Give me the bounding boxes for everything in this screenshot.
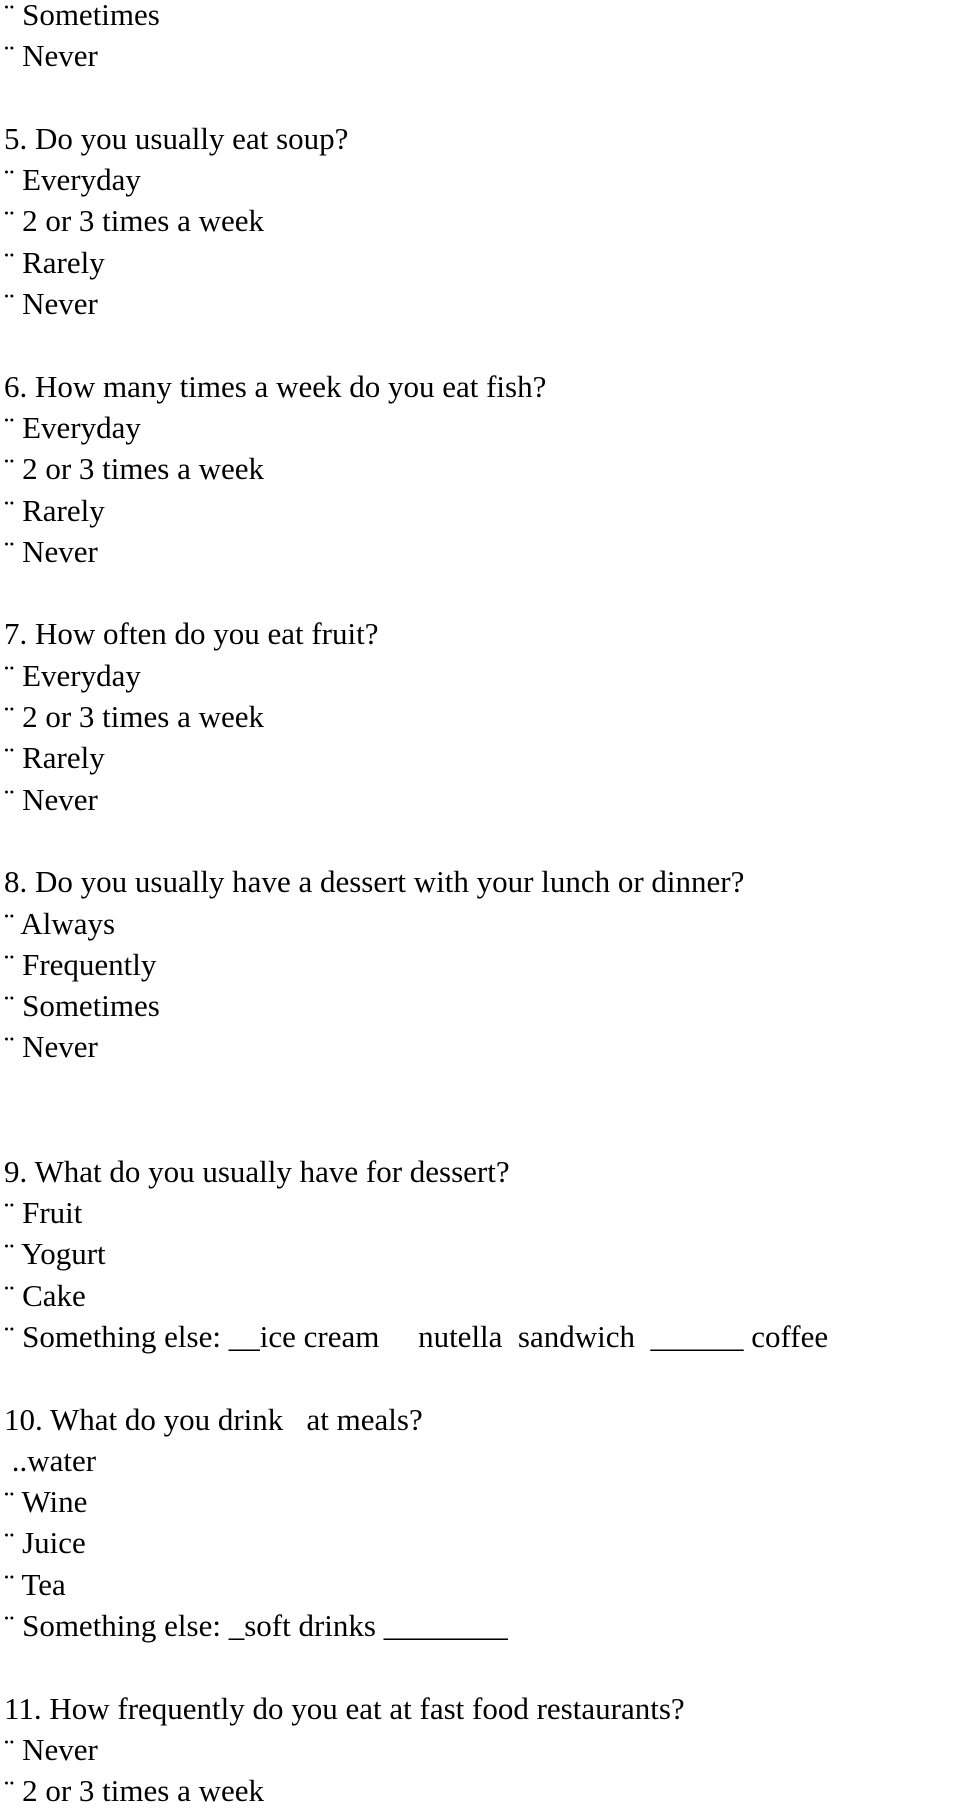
question-8: 8. Do you usually have a dessert with your lunch or dinner?	[4, 864, 745, 900]
spacer	[4, 324, 956, 365]
spacer	[4, 77, 956, 118]
checkbox-icon[interactable]: ¨	[4, 905, 15, 941]
question-7: 7. How often do you eat fruit?	[4, 616, 379, 652]
option-frequently[interactable]: ¨ Frequently	[4, 946, 157, 982]
checkbox-icon[interactable]: ¨	[4, 0, 15, 32]
option-tea[interactable]: ¨ Tea	[4, 1566, 66, 1602]
checkbox-icon[interactable]: ¨	[4, 1731, 15, 1767]
option-fruit[interactable]: ¨ Fruit	[4, 1195, 83, 1231]
option-2-or-3-times[interactable]: ¨ 2 or 3 times a week	[4, 1773, 264, 1809]
question-5: 5. Do you usually eat soup?	[4, 120, 349, 156]
checkbox-icon[interactable]: ¨	[4, 1029, 15, 1065]
option-2-or-3-times[interactable]: ¨ 2 or 3 times a week	[4, 699, 264, 735]
option-everyday[interactable]: ¨ Everyday	[4, 162, 141, 198]
answer-water: ..water	[4, 1442, 97, 1478]
question-9: 9. What do you usually have for dessert?	[4, 1153, 510, 1189]
option-rarely[interactable]: ¨ Rarely	[4, 492, 105, 528]
option-something-else[interactable]	[4, 1316, 956, 1357]
checkbox-icon[interactable]: ¨	[4, 1277, 15, 1313]
question-10: 10. What do you drink at meals?	[4, 1401, 423, 1437]
option-never[interactable]: ¨ Never	[4, 38, 98, 74]
option-everyday[interactable]: ¨ Everyday	[4, 409, 141, 445]
checkbox-icon[interactable]: ¨	[4, 1318, 15, 1354]
checkbox-icon[interactable]: ¨	[4, 1525, 15, 1561]
option-2-or-3-times[interactable]: ¨ 2 or 3 times a week	[4, 203, 264, 239]
question-6: 6. How many times a week do you eat fish?	[4, 368, 547, 404]
checkbox-icon[interactable]: ¨	[4, 740, 15, 776]
option-2-or-3-times[interactable]: ¨ 2 or 3 times a week	[4, 451, 264, 487]
spacer	[4, 820, 956, 861]
checkbox-icon[interactable]: ¨	[4, 946, 15, 982]
checkbox-icon[interactable]: ¨	[4, 533, 15, 569]
option-never[interactable]: ¨ Never	[4, 286, 98, 322]
questionnaire-page	[4, 0, 956, 1811]
option-wine[interactable]: ¨ Wine	[4, 1484, 88, 1520]
checkbox-icon[interactable]: ¨	[4, 1607, 15, 1643]
option-sometimes[interactable]: ¨ Sometimes	[4, 988, 160, 1024]
checkbox-icon[interactable]: ¨	[4, 657, 15, 693]
option-something-else[interactable]	[4, 1605, 956, 1646]
something-else-answer: Something else: _soft drinks ________	[22, 1607, 508, 1643]
checkbox-icon[interactable]: ¨	[4, 409, 15, 445]
something-else-answer: Something else: __ice cream nutella sandwich ______ coffee	[22, 1318, 829, 1354]
question-11: 11. How frequently do you eat at fast food restaurants?	[4, 1690, 685, 1726]
option-sometimes[interactable]: ¨ Sometimes	[4, 0, 956, 35]
option-never[interactable]: ¨ Never	[4, 533, 98, 569]
checkbox-icon[interactable]: ¨	[4, 699, 15, 735]
checkbox-icon[interactable]: ¨	[4, 781, 15, 817]
spacer	[4, 1646, 956, 1687]
option-never[interactable]: ¨ Never	[4, 1731, 98, 1767]
option-always[interactable]: ¨ Always	[4, 905, 116, 941]
spacer	[4, 1068, 956, 1151]
checkbox-icon[interactable]: ¨	[4, 451, 15, 487]
option-never[interactable]: ¨ Never	[4, 781, 98, 817]
option-never[interactable]: ¨ Never	[4, 1029, 98, 1065]
spacer	[4, 1357, 956, 1398]
checkbox-icon[interactable]: ¨	[4, 244, 15, 280]
checkbox-icon[interactable]: ¨	[4, 1484, 15, 1520]
option-rarely[interactable]: ¨ Rarely	[4, 740, 105, 776]
checkbox-icon[interactable]: ¨	[4, 286, 15, 322]
option-yogurt[interactable]: ¨ Yogurt	[4, 1236, 106, 1272]
checkbox-icon[interactable]: ¨	[4, 162, 15, 198]
checkbox-icon[interactable]: ¨	[4, 1773, 15, 1809]
option-everyday[interactable]: ¨ Everyday	[4, 657, 141, 693]
checkbox-icon[interactable]: ¨	[4, 1195, 15, 1231]
option-juice[interactable]: ¨ Juice	[4, 1525, 86, 1561]
checkbox-icon[interactable]: ¨	[4, 38, 15, 74]
spacer	[4, 572, 956, 613]
checkbox-icon[interactable]: ¨	[4, 492, 15, 528]
option-rarely[interactable]: ¨ Rarely	[4, 244, 105, 280]
checkbox-icon[interactable]: ¨	[4, 988, 15, 1024]
checkbox-icon[interactable]: ¨	[4, 203, 15, 239]
option-cake[interactable]: ¨ Cake	[4, 1277, 86, 1313]
checkbox-icon[interactable]: ¨	[4, 1236, 15, 1272]
checkbox-icon[interactable]: ¨	[4, 1566, 15, 1602]
